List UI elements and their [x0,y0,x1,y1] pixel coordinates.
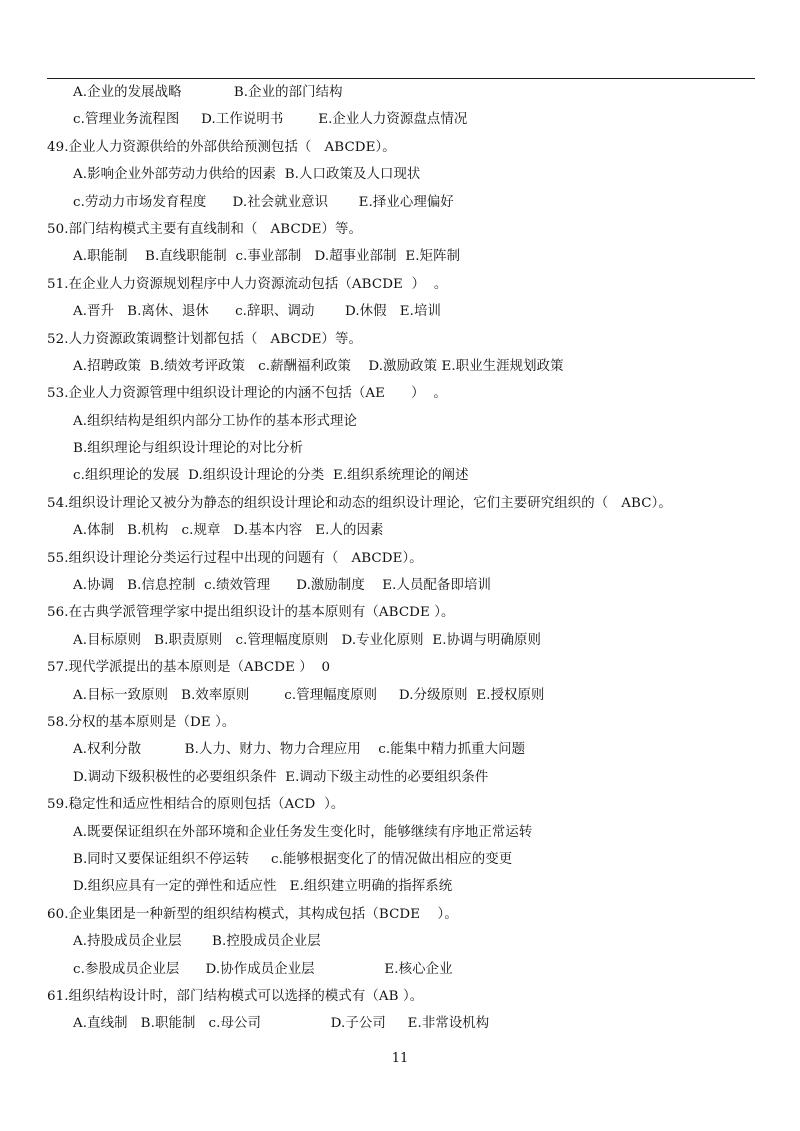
question-line: 51.在企业人力资源规划程序中人力资源流动包括（ABCDE ） 。 [47,276,448,292]
option-line: A.影响企业外部劳动力供给的因素 B.人口政策及人口现状 [73,167,421,183]
question-line: 54.组织设计理论又被分为静态的组织设计理论和动态的组织设计理论，它们主要研究组织的（ ABC）。 [47,495,672,511]
option-line: c.组织理论的发展 D.组织设计理论的分类 E.组织系统理论的阐述 [73,468,469,484]
question-line: 53.企业人力资源管理中组织设计理论的内涵不包括（AE ） 。 [47,386,447,402]
page-number: 11 [391,1051,409,1066]
option-line: A.直线制 B.职能制 c.母公司 D.子公司 E.非常设机构 [73,1016,490,1032]
option-line: A.招聘政策 B.绩效考评政策 c.薪酬福利政策 D.激励政策 E.职业生涯规划政策 [73,358,564,374]
question-line: 55.组织设计理论分类运行过程中出现的问题有（ ABCDE）。 [47,550,423,566]
question-line: 57.现代学派提出的基本原则是（ABCDE ） 0 [47,660,331,676]
question-line: 60.企业集团是一种新型的组织结构模式，其构成包括（BCDE ）。 [47,906,458,922]
question-line: 58.分权的基本原则是（DE ）。 [47,714,236,730]
option-line: B.同时又要保证组织不停运转 c.能够根据变化了的情况做出相应的变更 [73,851,513,867]
option-line: A.企业的发展战略 B.企业的部门结构 [73,85,343,100]
option-line: A.体制 B.机构 c.规章 D.基本内容 E.人的因素 [73,523,384,539]
option-line: D.调动下级积极性的必要组织条件 E.调动下级主动性的必要组织条件 [73,769,489,785]
option-line: c.管理业务流程图 D.工作说明书 E.企业人力资源盘点情况 [73,112,468,128]
option-line: A.既要保证组织在外部环境和企业任务发生变化时，能够继续有序地正常运转 [73,824,533,840]
option-line: c.参股成员企业层 D.协作成员企业层 E.核心企业 [73,961,453,977]
option-line: A.职能制 B.直线职能制 c.事业部制 D.超事业部制 E.矩阵制 [73,249,461,265]
question-line: 56.在古典学派管理学家中提出组织设计的基本原则有（ABCDE ）。 [47,605,455,621]
option-line: A.目标原则 B.职责原则 c.管理幅度原则 D.专业化原则 E.协调与明确原则 [73,632,542,648]
option-line: A.权利分散 B.人力、财力、物力合理应用 c.能集中精力抓重大问题 [73,742,526,758]
question-line: 49.企业人力资源供给的外部供给预测包括（ ABCDE）。 [47,139,396,155]
option-line: D.组织应具有一定的弹性和适应性 E.组织建立明确的指挥系统 [73,879,453,895]
question-line: 52.人力资源政策调整计划都包括（ ABCDE）等。 [47,331,363,347]
option-line: A.持股成员企业层 B.控股成员企业层 [73,934,321,950]
question-line: 50.部门结构模式主要有直线制和（ ABCDE）等。 [47,221,363,237]
option-line: A.组织结构是组织内部分工协作的基本形式理论 [73,413,357,429]
question-list [47,79,767,1038]
question-line: 59.稳定性和适应性相结合的原则包括（ACD ）。 [47,797,345,813]
option-line: B.组织理论与组织设计理论的对比分析 [73,441,304,457]
option-line: A.晋升 B.离休、退休 c.辞职、调动 D.休假 E.培训 [73,304,441,320]
option-line: A.协调 B.信息控制 c.绩效管理 D.激励制度 E.人员配备即培训 [73,578,491,594]
option-line: c.劳动力市场发育程度 D.社会就业意识 E.择业心理偏好 [73,194,454,210]
question-line: 61.组织结构设计时，部门结构模式可以选择的模式有（AB ）。 [47,988,424,1004]
option-line: A.目标一致原则 B.效率原则 c.管理幅度原则 D.分级原则 E.授权原则 [73,687,545,703]
